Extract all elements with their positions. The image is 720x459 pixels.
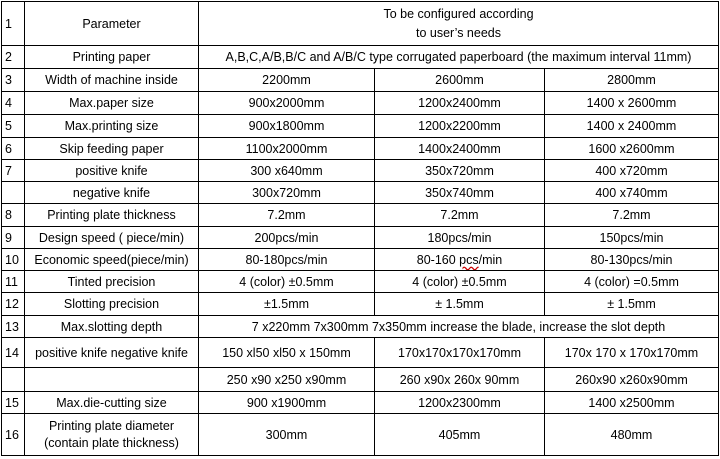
value-cell: 80-180pcs/min [199,249,375,271]
value-cell: 260 x90x 260x 90mm [375,368,545,392]
value-cell: 80-130pcs/min [545,249,719,271]
parameter-header: Parameter [25,2,199,46]
header-row [2,2,719,46]
config-header-line1: To be configured according [383,6,534,21]
value-cell: 480mm [545,414,719,456]
table-row [2,414,719,456]
table-row [2,227,719,249]
parameter-cell: positive knife [25,160,199,182]
parameter-line1: Printing plate diameter [48,418,175,433]
value-cell: 1200x2400mm [375,92,545,115]
table-row [2,138,719,160]
value-prefix: 80-160 [416,252,460,267]
value-cell [375,249,545,271]
value-cell: 350x740mm [375,182,545,204]
parameter-cell: Max.printing size [25,115,199,138]
value-cell: 150 xl50 xl50 x 150mm [199,338,375,368]
value-suffix: /min [478,252,503,267]
parameter-line2: (contain plate thickness) [44,435,179,450]
parameter-cell: Max.die-cutting size [25,392,199,414]
table-row [2,316,719,338]
row-number: 1 [2,2,25,46]
spellcheck-word: pcs [459,252,479,267]
table-row [2,368,719,392]
value-cell: 7.2mm [375,204,545,227]
row-number: 11 [2,271,25,293]
value-cell: 405mm [375,414,545,456]
value-cell: 900x1800mm [199,115,375,138]
value-span-cell: A,B,C,A/B,B/C and A/B/C type corrugated paperboard (the maximum interval 11mm) [199,46,719,69]
value-cell: 1200x2300mm [375,392,545,414]
value-cell: 900 x1900mm [199,392,375,414]
value-cell: 7.2mm [199,204,375,227]
parameter-cell [25,368,199,392]
row-number: 16 [2,414,25,456]
value-cell: 1100x2000mm [199,138,375,160]
value-cell: ± 1.5mm [375,293,545,316]
row-number [2,182,25,204]
value-cell: 250 x90 x250 x90mm [199,368,375,392]
row-number: 4 [2,92,25,115]
value-cell: 7.2mm [545,204,719,227]
value-cell: 2200mm [199,69,375,92]
table-row [2,115,719,138]
value-cell: 1400 x2500mm [545,392,719,414]
row-number: 9 [2,227,25,249]
value-cell: 4 (color) =0.5mm [545,271,719,293]
value-cell: 200pcs/min [199,227,375,249]
row-number: 14 [2,338,25,368]
row-number: 3 [2,69,25,92]
row-number [2,368,25,392]
table-row [2,182,719,204]
parameter-cell: Max.slotting depth [25,316,199,338]
row-number: 6 [2,138,25,160]
value-cell: 1400 x 2400mm [545,115,719,138]
value-cell: 900x2000mm [199,92,375,115]
table-row [2,92,719,115]
parameter-cell: Max.paper size [25,92,199,115]
value-cell: 170x170x170x170mm [375,338,545,368]
value-cell: 180pcs/min [375,227,545,249]
value-cell: 300x720mm [199,182,375,204]
row-number: 8 [2,204,25,227]
value-cell: 260x90 x260x90mm [545,368,719,392]
parameter-cell: Economic speed(piece/min) [25,249,199,271]
parameter-cell: Slotting precision [25,293,199,316]
parameter-cell: Design speed ( piece/min) [25,227,199,249]
row-number: 15 [2,392,25,414]
config-header [199,2,719,46]
value-cell: 2800mm [545,69,719,92]
table-row [2,46,719,69]
table-row [2,204,719,227]
value-cell: 1400 x 2600mm [545,92,719,115]
value-cell: 4 (color) ±0.5mm [375,271,545,293]
parameter-cell: negative knife [25,182,199,204]
parameter-cell: Printing paper [25,46,199,69]
table-row [2,69,719,92]
row-number: 5 [2,115,25,138]
value-cell: 2600mm [375,69,545,92]
row-number: 10 [2,249,25,271]
table-row [2,392,719,414]
value-cell: 1600 x2600mm [545,138,719,160]
row-number: 13 [2,316,25,338]
value-span-cell: 7 x220mm 7x300mm 7x350mm increase the blade, increase the slot depth [199,316,719,338]
table-row [2,249,719,271]
row-number: 2 [2,46,25,69]
value-cell: ±1.5mm [199,293,375,316]
value-cell: 400 x740mm [545,182,719,204]
value-cell: 400 x720mm [545,160,719,182]
value-cell: 170x 170 x 170x170mm [545,338,719,368]
value-cell: 300 x640mm [199,160,375,182]
value-cell: 1200x2200mm [375,115,545,138]
table-row [2,160,719,182]
parameter-cell: Tinted precision [25,271,199,293]
config-header-line2: to user’s needs [415,25,501,40]
parameter-cell: Skip feeding paper [25,138,199,160]
table-row [2,338,719,368]
parameter-cell: Printing plate thickness [25,204,199,227]
value-cell: 350x720mm [375,160,545,182]
table-row [2,293,719,316]
value-cell: 4 (color) ±0.5mm [199,271,375,293]
parameter-cell: Width of machine inside [25,69,199,92]
value-cell: 150pcs/min [545,227,719,249]
value-cell: 300mm [199,414,375,456]
spec-table [1,1,719,456]
parameter-cell [25,414,199,456]
row-number: 12 [2,293,25,316]
table-row [2,271,719,293]
row-number: 7 [2,160,25,182]
parameter-cell: positive knife negative knife [25,338,199,368]
value-cell: ± 1.5mm [545,293,719,316]
value-cell: 1400x2400mm [375,138,545,160]
